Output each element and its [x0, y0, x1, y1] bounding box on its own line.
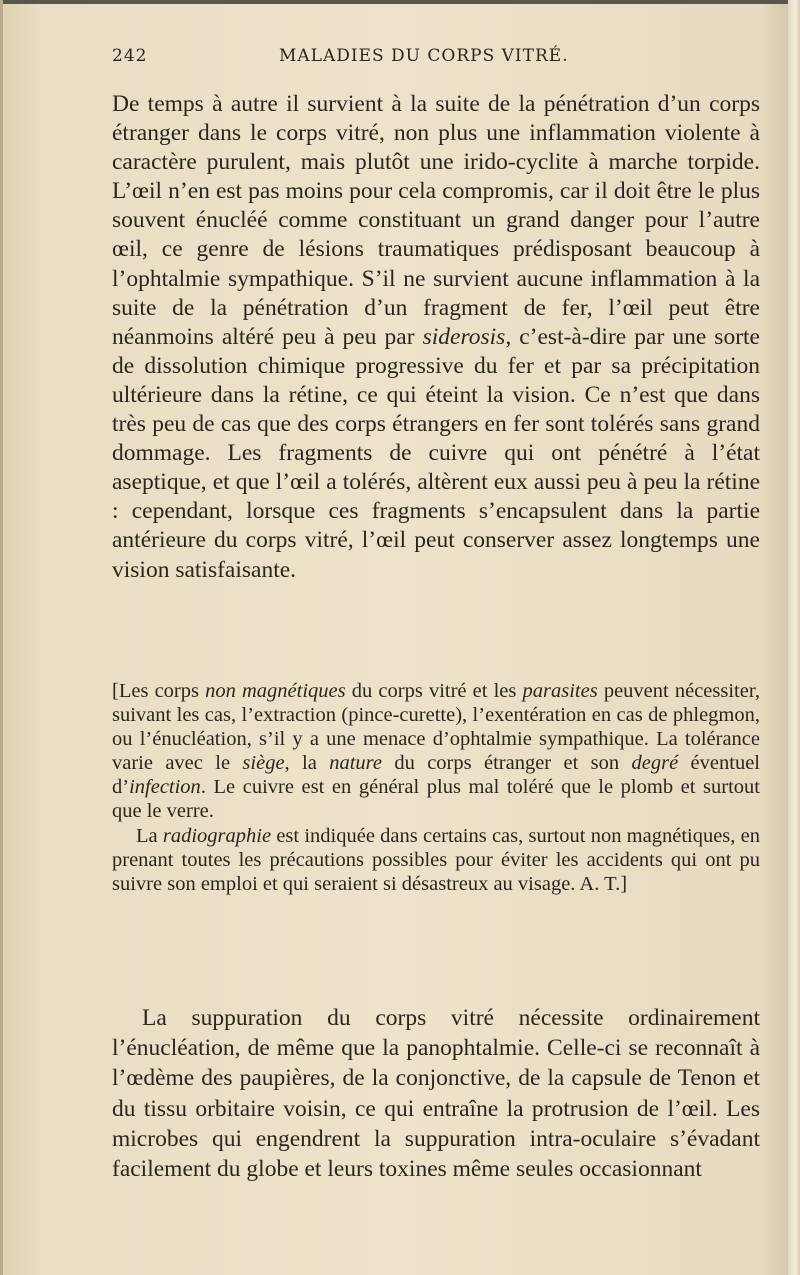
- note-italic: radiographie: [162, 824, 272, 847]
- page-right-edge: [788, 0, 800, 1275]
- running-title: MALADIES DU CORPS VITRÉ.: [279, 46, 569, 66]
- page-number: 242: [112, 46, 148, 66]
- note-text: éventuel d’: [112, 752, 760, 799]
- body-paragraph-1: [112, 90, 760, 585]
- note-text: [Les corps: [112, 680, 206, 702]
- note-text: La: [136, 824, 163, 847]
- editor-note-paragraph-2: [112, 824, 760, 896]
- body-paragraph-2: La suppuration du corps vitré nécessite ordinairement l’énucléation, de même que la panophtalmie. Celle-ci se reconnaît à l’œdème des paupières, de la conjonctive, de la capsule de Tenon et du tissu orbitaire voisin, ce qui entraîne la protrusion de l’œil. Les microbes qui engendrent la suppuration intra-oculaire s’évadant facilement du globe et leurs toxines même seules occasionnant: [112, 1005, 760, 1183]
- note-italic: degré: [631, 752, 679, 775]
- editor-note-paragraph-1: [112, 679, 760, 824]
- note-text: . Le cuivre est en général plus mal toléré que le plomb et surtout que le verre.: [112, 776, 760, 823]
- paragraph-1-text-b: , c’est-à-dire par une sorte de dissolution chimique progressive du fer et par sa précipitation ultérieure dans la rétine, ce qui éteint la vision. Ce n’est que dans très peu de cas que des corps étrangers en fer sont tolérés sans grand dommage. Les fragments de cuivre qui ont pénétré à l’état aseptique, et que l’œil a tolérés, altèrent eux aussi peu à peu la rétine : cependant, lorsque ces fragments s’encapsulent dans la partie antérieure du corps vitré, l’œil peut conserver assez longtemps une vision satisfaisante.: [112, 323, 760, 583]
- page-header: [112, 46, 760, 74]
- page-left-edge: [0, 0, 3, 1275]
- note-italic: nature: [329, 752, 382, 775]
- note-text: , la: [284, 752, 330, 775]
- note-italic: infection: [129, 776, 201, 799]
- page-top-edge: [0, 0, 800, 4]
- note-text: est indiquée dans certains cas, surtout non magnétiques, en prenant toutes les précautions possibles pour éviter les accidents qui ont pu suivre son emploi et qui seraient si désastreux au visage. A. T.]: [112, 824, 761, 895]
- paragraph-1-italic-siderosis: siderosis: [422, 323, 506, 350]
- paragraph-1-text-a: De temps à autre il survient à la suite de la pénétration d’un corps étranger dans le corps vitré, non plus une inflammation violente à caractère purulent, mais plutôt une irido-cyclite à marche torpide. L’œil n’en est pas moins pour cela compromis, car il doit être le plus souvent énucléé comme constituant un grand danger pour l’autre œil, ce genre de lésions traumatiques prédisposant beaucoup à l’ophtalmie sympathique. S’il ne survient aucune inflammation à la suite de la pénétration d’un fragment de fer, l’œil peut être néanmoins altéré peu à peu par: [112, 91, 760, 350]
- note-italic: non magnétiques: [205, 680, 346, 702]
- note-text: peuvent nécessiter, suivant les cas, l’extraction (pince-curette), l’exentération en cas de phlegmon, ou l’énucléation, s’il y a une menace d’ophtalmie sympathique. La tolérance varie avec le: [112, 680, 760, 775]
- note-italic: siège: [242, 752, 285, 775]
- note-italic: parasites: [522, 680, 598, 702]
- note-text: du corps étranger et son: [381, 752, 632, 775]
- editor-note: [112, 679, 760, 896]
- note-text: du corps vitré et les: [345, 680, 523, 702]
